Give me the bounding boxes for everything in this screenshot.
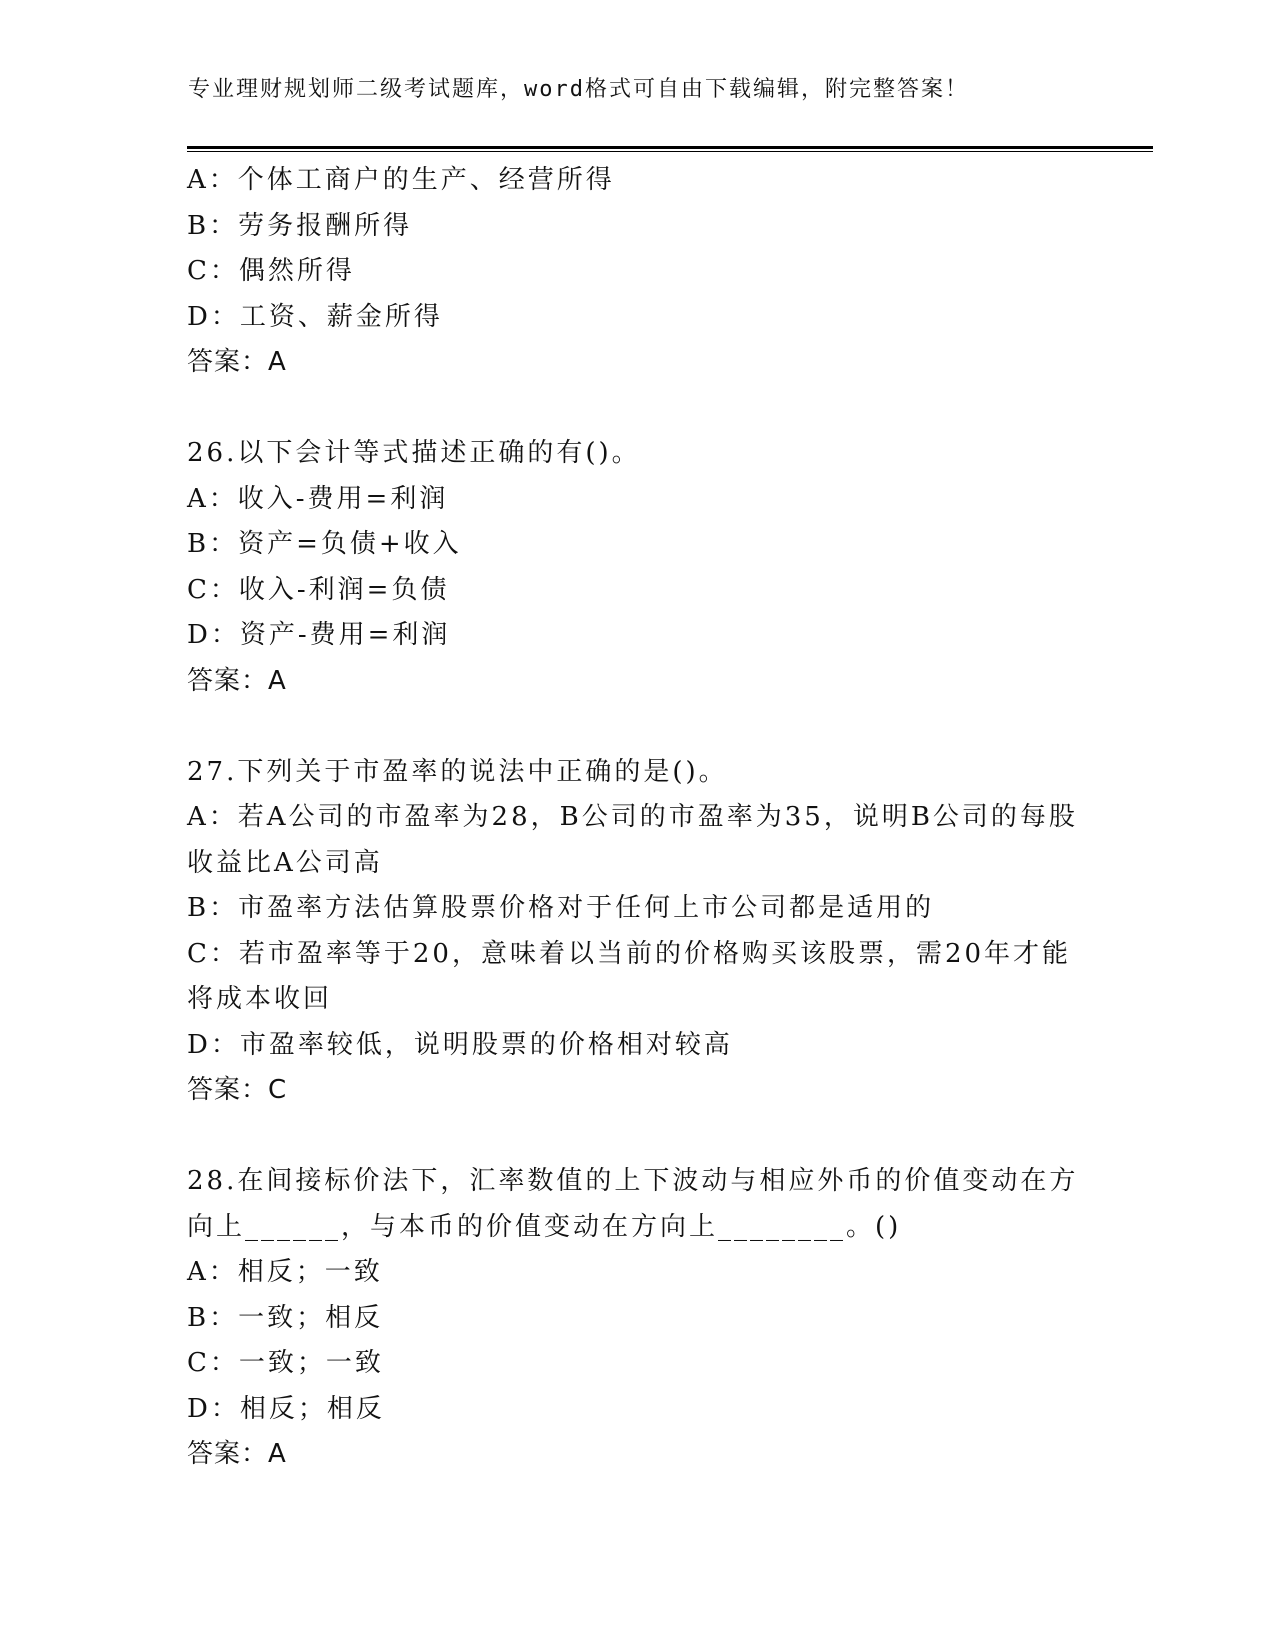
option-b: B：市盈率方法估算股票价格对于任何上市公司都是适用的	[187, 893, 935, 923]
option-c-line1: C：若市盈率等于20，意味着以当前的价格购买该股票，需20年才能	[187, 938, 1072, 969]
option-a: A：个体工商户的生产、经营所得	[187, 165, 615, 195]
spacer	[187, 386, 1087, 432]
answer-line: 答案：A	[187, 1439, 287, 1469]
option-a-line1: A：若A公司的市盈率为28，B公司的市盈率为35，说明B公司的每股	[187, 802, 1078, 832]
option-b: B：劳务报酬所得	[187, 210, 413, 241]
header-rule-thick	[187, 146, 1153, 149]
question-26	[187, 431, 1087, 704]
answer-line: 答案：A	[187, 347, 287, 377]
question-27	[187, 750, 1087, 1114]
spacer	[187, 1114, 1087, 1160]
question-stem-line2: 向上______，与本币的价值变动在方向上________。()	[187, 1211, 902, 1242]
option-d: D：市盈率较低，说明股票的价格相对较高	[187, 1029, 733, 1060]
question-stem: 26.以下会计等式描述正确的有()。	[187, 438, 641, 468]
header-rule-thin	[187, 151, 1153, 152]
option-a: A：相反；一致	[187, 1257, 383, 1287]
question-stem: 27.下列关于市盈率的说法中正确的是()。	[187, 756, 728, 787]
option-c-line2: 将成本收回	[187, 984, 333, 1014]
spacer	[187, 704, 1087, 750]
option-d: D：相反；相反	[187, 1393, 385, 1424]
option-d: D：工资、薪金所得	[187, 301, 443, 332]
option-b: B：一致；相反	[187, 1302, 384, 1333]
question-stem-line1: 28.在间接标价法下，汇率数值的上下波动与相应外币的价值变动在方	[187, 1166, 1079, 1196]
option-c: C：收入-利润=负债	[187, 574, 450, 605]
page-header: 专业理财规划师二级考试题库，word格式可自由下载编辑，附完整答案！	[188, 77, 969, 102]
option-a: A：收入-费用=利润	[187, 483, 449, 514]
answer-line: 答案：A	[187, 665, 287, 696]
option-d: D：资产-费用=利润	[187, 620, 451, 650]
option-a-line2: 收益比A公司高	[187, 847, 383, 878]
question-28	[187, 1159, 1087, 1478]
option-c: C：一致；一致	[187, 1348, 384, 1378]
option-b: B：资产=负债+收入	[187, 529, 462, 559]
answer-line: 答案：C	[187, 1075, 288, 1105]
question-content	[187, 158, 1087, 1478]
option-c: C：偶然所得	[187, 256, 355, 286]
question-25	[187, 158, 1087, 386]
